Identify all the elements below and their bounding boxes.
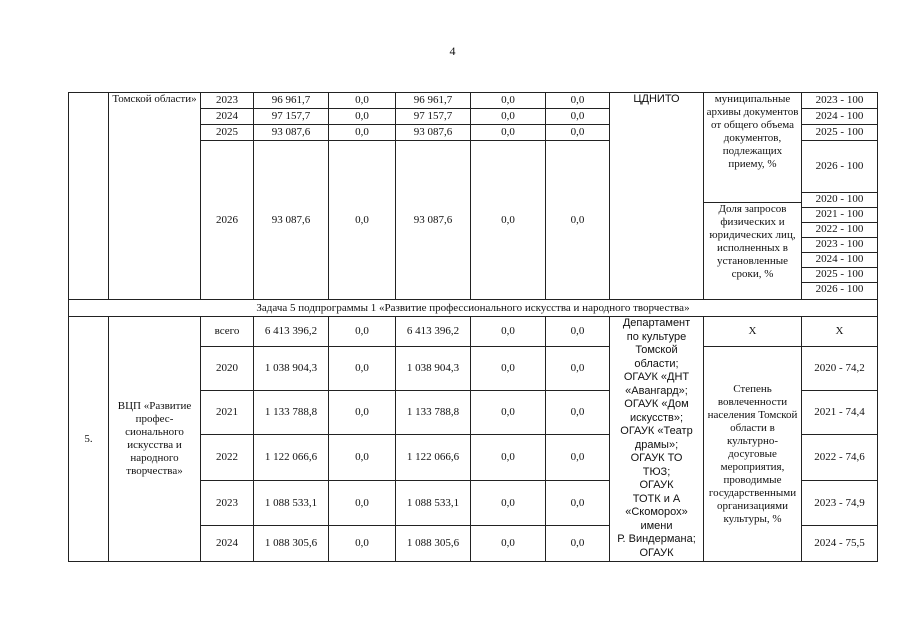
page-number: 4 xyxy=(449,44,456,58)
regional-cell: 93 087,6 xyxy=(396,141,471,300)
local-cell: 0,0 xyxy=(471,391,546,435)
executor-line: области; xyxy=(634,357,679,370)
federal-cell: 0,0 xyxy=(329,526,396,562)
other-cell: 0,0 xyxy=(546,93,610,109)
federal-cell: 0,0 xyxy=(329,347,396,391)
other-cell: 0,0 xyxy=(546,526,610,562)
total-cell: 1 133 788,8 xyxy=(254,391,329,435)
task-header: Задача 5 подпрограммы 1 «Развитие профессионального искусства и народного творчества» xyxy=(69,300,878,317)
regional-cell: 1 133 788,8 xyxy=(396,391,471,435)
target-value: 2023 - 100 xyxy=(802,238,877,253)
executor-line: ОГАУК «ДНТ xyxy=(623,371,690,383)
federal-cell: 0,0 xyxy=(329,435,396,481)
target-cell: 2022 - 74,6 xyxy=(802,435,878,481)
executor-line: ОГАУК xyxy=(639,546,674,559)
target-cell: 2021 - 74,4 xyxy=(802,391,878,435)
indicator-archive: муниципальные архивы документов от общего объема документов, подлежащих приему, % xyxy=(704,93,801,203)
executor-cell: ЦДНИТО xyxy=(610,93,704,300)
federal-cell: 0,0 xyxy=(329,93,396,109)
federal-cell: 0,0 xyxy=(329,317,396,347)
local-cell: 0,0 xyxy=(471,481,546,526)
row-number-cell xyxy=(69,93,109,300)
table-row xyxy=(69,317,878,347)
local-cell: 0,0 xyxy=(471,109,546,125)
federal-cell: 0,0 xyxy=(329,481,396,526)
local-cell: 0,0 xyxy=(471,125,546,141)
federal-cell: 0,0 xyxy=(329,109,396,125)
federal-cell: 0,0 xyxy=(329,391,396,435)
executor-line: ОГАУК «Театр xyxy=(620,425,693,437)
executor-line: ОГАУК ТО xyxy=(630,452,683,464)
local-cell: 0,0 xyxy=(471,141,546,300)
executor-line: Р. Виндермана; xyxy=(617,533,696,545)
executor-line: ОГАУК «Дом xyxy=(624,398,689,410)
total-cell: 1 038 904,3 xyxy=(254,347,329,391)
program-name-cell: Томской области» xyxy=(109,93,201,300)
local-cell: 0,0 xyxy=(471,93,546,109)
row-number-cell: 5. xyxy=(69,317,109,562)
executor-line: Томской xyxy=(635,344,678,356)
executor-line: ТЮЗ; xyxy=(642,465,671,478)
indicator-requests: Доля запросов физических и юридических лиц, исполненных в установленные сроки, % xyxy=(709,203,796,280)
executor-line: имени xyxy=(640,519,673,532)
program-name-cell: ВЦП «Развитие профессионального искусства и народного творчества» xyxy=(109,317,201,562)
target-value: 2026 - 100 xyxy=(802,141,877,193)
federal-cell: 0,0 xyxy=(329,125,396,141)
executor-list xyxy=(612,317,701,561)
total-cell: 93 087,6 xyxy=(254,141,329,300)
other-cell: 0,0 xyxy=(546,141,610,300)
table-row xyxy=(69,93,878,109)
local-cell: 0,0 xyxy=(471,317,546,347)
target-cell: 2020 - 74,2 xyxy=(802,347,878,391)
executor-line: ОГАУК xyxy=(639,479,674,491)
total-cell: 1 088 533,1 xyxy=(254,481,329,526)
total-cell: 97 157,7 xyxy=(254,109,329,125)
executor-line: Департамент xyxy=(622,317,691,329)
total-cell: 1 088 305,6 xyxy=(254,526,329,562)
target-value: 2025 - 100 xyxy=(802,268,877,283)
year-cell: 2023 xyxy=(201,93,254,109)
indicator-cell: Степень вовлеченности населения Томской области в культурно-досуговые мероприятия, проводимые государственными организациями культуры, % xyxy=(704,347,802,562)
other-cell: 0,0 xyxy=(546,347,610,391)
local-cell: 0,0 xyxy=(471,435,546,481)
target-cell: 2023 - 100 xyxy=(802,93,878,109)
other-cell: 0,0 xyxy=(546,317,610,347)
target-cell: 2024 - 75,5 xyxy=(802,526,878,562)
program-table xyxy=(68,92,878,562)
total-cell: 6 413 396,2 xyxy=(254,317,329,347)
total-cell: 96 961,7 xyxy=(254,93,329,109)
year-cell: 2026 xyxy=(201,141,254,300)
year-cell: 2021 xyxy=(201,391,254,435)
target-cell: Х xyxy=(802,317,878,347)
executor-cell xyxy=(610,317,704,562)
regional-cell: 6 413 396,2 xyxy=(396,317,471,347)
local-cell: 0,0 xyxy=(471,526,546,562)
other-cell: 0,0 xyxy=(546,391,610,435)
year-cell: 2024 xyxy=(201,526,254,562)
table-row xyxy=(69,300,878,317)
year-cell: 2022 xyxy=(201,435,254,481)
executor-line: «Скоморох» xyxy=(625,506,688,518)
target-cell: 2025 - 100 xyxy=(802,125,878,141)
x-cell: Х xyxy=(704,317,802,347)
executor-line: ТОТК и А xyxy=(632,492,681,505)
executor-line: «Авангард»; xyxy=(625,384,688,397)
target-value: 2026 - 100 xyxy=(815,283,864,295)
target-value: 2022 - 100 xyxy=(802,223,877,238)
regional-cell: 93 087,6 xyxy=(396,125,471,141)
target-cell xyxy=(802,141,878,300)
executor-line: по культуре xyxy=(626,330,687,343)
total-cell: 1 122 066,6 xyxy=(254,435,329,481)
year-cell: 2025 xyxy=(201,125,254,141)
indicator-cell xyxy=(704,93,802,300)
regional-cell: 96 961,7 xyxy=(396,93,471,109)
year-cell: 2023 xyxy=(201,481,254,526)
other-cell: 0,0 xyxy=(546,109,610,125)
total-cell: 93 087,6 xyxy=(254,125,329,141)
target-value: 2024 - 100 xyxy=(802,253,877,268)
other-cell: 0,0 xyxy=(546,481,610,526)
target-value: 2020 - 100 xyxy=(802,193,877,208)
executor-line: искусств»; xyxy=(629,411,683,424)
federal-cell: 0,0 xyxy=(329,141,396,300)
local-cell: 0,0 xyxy=(471,347,546,391)
executor-line: драмы»; xyxy=(634,438,679,451)
year-cell: 2024 xyxy=(201,109,254,125)
target-cell: 2024 - 100 xyxy=(802,109,878,125)
year-cell: 2020 xyxy=(201,347,254,391)
other-cell: 0,0 xyxy=(546,435,610,481)
regional-cell: 1 088 533,1 xyxy=(396,481,471,526)
target-cell: 2023 - 74,9 xyxy=(802,481,878,526)
year-cell: всего xyxy=(201,317,254,347)
regional-cell: 1 122 066,6 xyxy=(396,435,471,481)
regional-cell: 97 157,7 xyxy=(396,109,471,125)
other-cell: 0,0 xyxy=(546,125,610,141)
target-value: 2021 - 100 xyxy=(802,208,877,223)
regional-cell: 1 038 904,3 xyxy=(396,347,471,391)
regional-cell: 1 088 305,6 xyxy=(396,526,471,562)
